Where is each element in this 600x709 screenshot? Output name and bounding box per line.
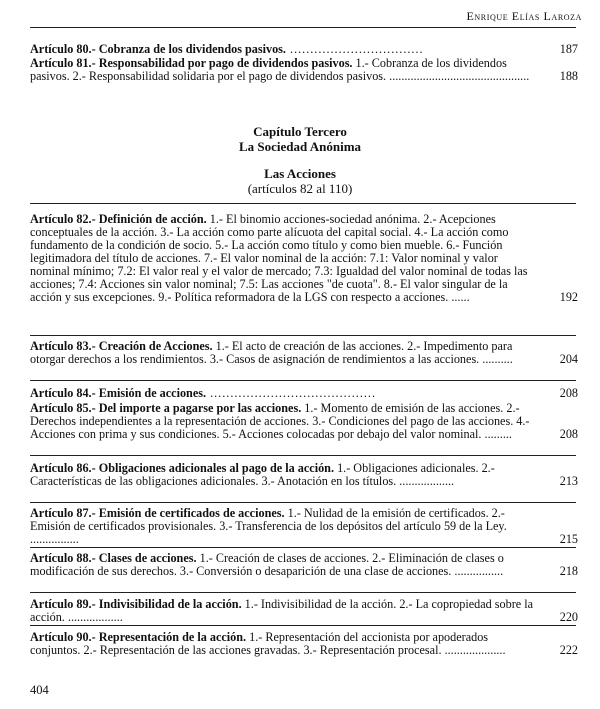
entry-desc: 1.- Creación de clases de acciones. 2.- Eliminación de clases o modificación de sus derechos. 3.- Conversión o desaparición de una clase de acciones.	[30, 551, 504, 578]
toc-entry-86: Artículo 86.- Obligaciones adicionales al pago de la acción. 1.- Obligaciones adicionales. 2.- Características de las obligaciones adicionales. 3.- Anotación en los títulos. .................. 213	[30, 461, 578, 488]
toc-entry-82: Artículo 82.- Definición de acción. 1.- El binomio acciones-sociedad anónima. 2.- Acepciones conceptuales de la acción. 3.- La acción como parte alícuota del capital social. 4.- La acción como fundamento de la condición de socio. 5.- La acción como título y como bien mueble. 6.- Función legitimadora del título de acciones. 7.- El valor nominal de la acción: 7.1: Valor nominal y valor nominal mínimo; 7.2: El valor real y el valor de mercado; 7.3: Igualdad del valor nominal de todas las acciones; 7.4: Acciones sin valor nominal; 7.5: Las acciones "de cuota". 8.- El valor singular de la acción y sus excepciones. 9.- Política reformadora de la LGS con respecto a acciones. ...... 192	[30, 212, 578, 304]
toc-entry-80: Artículo 80.- Cobranza de los dividendos pasivos. ................................. 187	[30, 42, 578, 56]
entry-rule	[30, 335, 576, 336]
section-subtitle: (artículos 82 al 110)	[247, 181, 353, 196]
entry-page: 215	[559, 532, 578, 546]
entry-page: 213	[559, 474, 578, 488]
entry-page: 188	[559, 69, 578, 83]
entry-desc: 1.- El binomio acciones-sociedad anónima. 2.- Acepciones conceptuales de la acción. 3.- La acción como parte alícuota del capital social. 4.- La acción como fundamento de la condición de socio. 5.- La acción como título y como bien mueble. 6.- Función legitimadora del título de acciones. 7.- El valor nominal de la acción: 7.1: Valor nominal y valor nominal mínimo; 7.2: El valor real y el valor de mercado; 7.3: Igualdad del valor nominal de todas las acciones; 7.4: Acciones sin valor nominal; 7.5: Las acciones "de cuota". 8.- El valor singular de la acción y sus excepciones. 9.- Política reformadora de la LGS con respecto a acciones.	[30, 212, 528, 304]
entry-desc: 1.- Cobranza de los dividendos pasivos. 2.- Responsabilidad solidaria por el pago de dividendos pasivos.	[30, 56, 507, 83]
entry-page: 222	[559, 643, 578, 657]
entry-page: 187	[559, 42, 578, 56]
entry-desc: 1.- Obligaciones adicionales. 2.- Características de las obligaciones adicionales. 3.- Anotación en los títulos.	[30, 461, 495, 488]
entry-desc: 1.- Indivisibilidad de la acción. 2.- La copropiedad sobre la acción.	[30, 597, 534, 624]
entry-title: Artículo 89.- Indivisibilidad de la acción.	[30, 597, 242, 611]
toc-entry-84: Artículo 84.- Emisión de acciones. ......................................... 208	[30, 386, 578, 400]
entry-rule	[30, 380, 576, 381]
entry-page: 218	[559, 564, 578, 578]
entry-title: Artículo 81.- Responsabilidad por pago de dividendos pasivos.	[30, 56, 353, 70]
entry-page: 220	[559, 610, 578, 624]
entry-title: Artículo 80.- Cobranza de los dividendos pasivos.	[30, 42, 286, 56]
chapter-number: Capítulo Tercero	[253, 124, 347, 139]
entry-rule	[30, 455, 576, 456]
entry-rule	[30, 547, 576, 548]
entry-title: Artículo 88.- Clases de acciones.	[30, 551, 197, 565]
page-number: 404	[30, 683, 49, 697]
entry-rule	[30, 592, 576, 593]
entry-desc: 1.- Representación del accionista por apoderados conjuntos. 2.- Representación de las acciones gravadas. 3.- Representación procesal.	[30, 630, 489, 657]
entry-title: Artículo 86.- Obligaciones adicionales al pago de la acción.	[30, 461, 335, 475]
toc-entry-89: Artículo 89.- Indivisibilidad de la acción. 1.- Indivisibilidad de la acción. 2.- La copropiedad sobre la acción. .................. 220	[30, 597, 578, 624]
entry-page: 208	[559, 386, 578, 400]
toc-entry-83: Artículo 83.- Creación de Acciones. 1.- El acto de creación de las acciones. 2.- Impedimento para otorgar derechos a los rendimientos. 3.- Casos de asignación de rendimientos a las acciones. .......... 204	[30, 339, 578, 366]
chapter-title: La Sociedad Anónima	[238, 139, 362, 154]
entry-rule	[30, 502, 576, 503]
header-rule	[30, 27, 576, 28]
toc-entry-87: Artículo 87.- Emisión de certificados de acciones. 1.- Nulidad de la emisión de certificados. 2.- Emisión de certificados provisionales. 3.- Transferencia de los depósitos del artículo 59 de la Ley. ................ 215	[30, 506, 578, 546]
entry-title: Artículo 83.- Creación de Acciones.	[30, 339, 213, 353]
entry-page: 204	[559, 352, 578, 366]
entry-title: Artículo 84.- Emisión de acciones.	[30, 386, 207, 400]
running-header: Enrique Elías Laroza	[466, 9, 582, 23]
entry-desc: 1.- Momento de emisión de las acciones. 2.- Derechos independientes a la representación de acciones. 3.- Condiciones del pago de las acciones. 4.- Acciones con prima y sus condiciones. 5.- Acciones colocadas por debajo del valor nominal.	[30, 401, 530, 441]
entry-page: 192	[559, 290, 578, 304]
section-rule	[30, 203, 576, 204]
entry-rule	[30, 625, 576, 626]
entry-page: 208	[559, 427, 578, 441]
entry-desc: 1.- El acto de creación de las acciones. 2.- Impedimento para otorgar derechos a los rendimientos. 3.- Casos de asignación de rendimientos a las acciones.	[30, 339, 513, 366]
toc-entry-88: Artículo 88.- Clases de acciones. 1.- Creación de clases de acciones. 2.- Eliminación de clases o modificación de sus derechos. 3.- Conversión o desaparición de una clase de acciones. ................ 218	[30, 551, 578, 578]
entry-title: Artículo 87.- Emisión de certificados de acciones.	[30, 506, 285, 520]
toc-entry-90: Artículo 90.- Representación de la acción. 1.- Representación del accionista por apoderados conjuntos. 2.- Representación de las acciones gravadas. 3.- Representación procesal. .................... 222	[30, 630, 578, 657]
entry-desc: 1.- Nulidad de la emisión de certificados. 2.- Emisión de certificados provisionales. 3.- Transferencia de los depósitos del artículo 59 de la Ley.	[30, 506, 507, 533]
toc-entry-85: Artículo 85.- Del importe a pagarse por las acciones. 1.- Momento de emisión de las acciones. 2.- Derechos independientes a la representación de acciones. 3.- Condiciones del pago de las acciones. 4.- Acciones con prima y sus condiciones. 5.- Acciones colocadas por debajo del valor nominal. ......... 208	[30, 401, 578, 441]
entry-title: Artículo 90.- Representación de la acción.	[30, 630, 247, 644]
entry-title: Artículo 82.- Definición de acción.	[30, 212, 207, 226]
section-title: Las Acciones	[264, 166, 336, 181]
entry-title: Artículo 85.- Del importe a pagarse por las acciones.	[30, 401, 302, 415]
toc-entry-81: Artículo 81.- Responsabilidad por pago de dividendos pasivos. 1.- Cobranza de los dividendos pasivos. 2.- Responsabilidad solidaria por el pago de dividendos pasivos. .............................................. 188	[30, 56, 578, 83]
